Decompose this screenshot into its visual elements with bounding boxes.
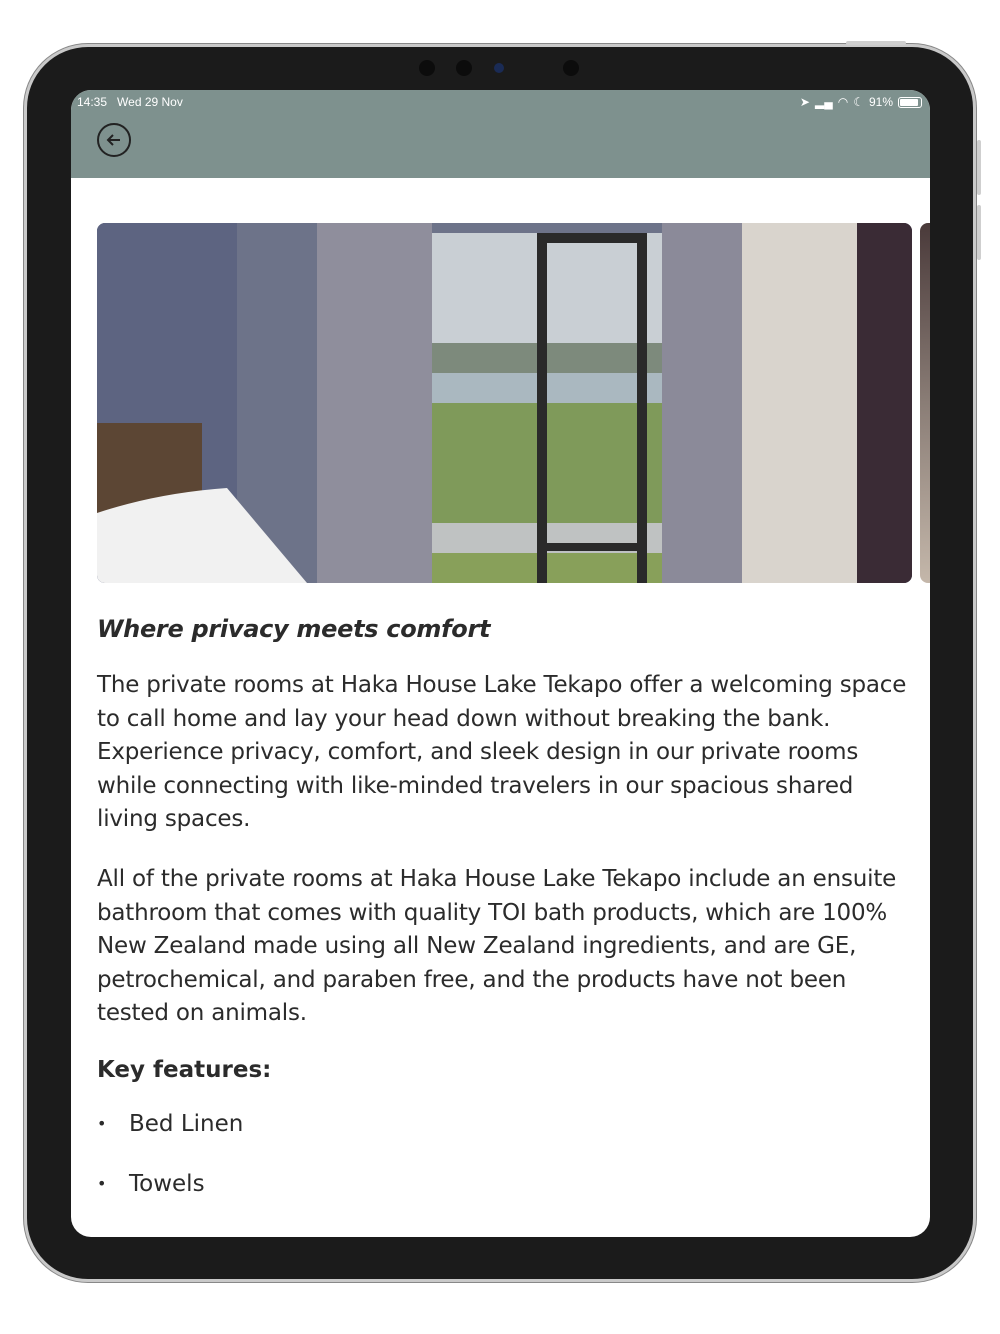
moon-icon: ☾ (853, 95, 864, 109)
room-photo[interactable] (97, 223, 912, 583)
battery-percent: 91% (868, 95, 893, 109)
back-button[interactable] (97, 123, 131, 157)
feature-label: Towels (129, 1170, 205, 1197)
app-screen (71, 90, 930, 1237)
camera-sensor (456, 60, 472, 76)
section-heading: Where privacy meets comfort (97, 615, 491, 643)
description-paragraph: The private rooms at Haka House Lake Tekapo offer a welcoming space to call home and lay your head down without breaking the bank. Experience privacy, comfort, and sleek design in our private rooms while connecting with like-minded travelers in our spacious shared living spaces. (97, 672, 907, 833)
room-description (97, 615, 907, 1227)
camera-sensor (419, 60, 435, 76)
location-icon: ➤ (799, 95, 810, 109)
status-date: Wed 29 Nov (117, 95, 183, 109)
feature-label: Bed Linen (129, 1110, 244, 1137)
status-bar (77, 94, 922, 110)
volume-down-button (977, 205, 981, 260)
room-photo-image (97, 223, 912, 583)
app-header (71, 90, 930, 178)
signal-icon: ▂▄ (814, 95, 833, 109)
camera-lens (494, 63, 504, 73)
next-photo-peek[interactable] (920, 223, 930, 583)
bullet-icon: • (97, 1113, 107, 1133)
battery-icon (898, 97, 922, 108)
bullet-icon: • (97, 1173, 107, 1193)
volume-up-button (977, 140, 981, 195)
arrow-left-icon (105, 131, 123, 149)
camera-sensor (563, 60, 579, 76)
top-button (846, 41, 906, 45)
feature-item (97, 1167, 907, 1201)
feature-item (97, 1107, 907, 1141)
features-heading: Key features: (97, 1056, 272, 1083)
features-list (97, 1107, 907, 1201)
wifi-icon: ◠ (837, 95, 849, 109)
description-paragraph: All of the private rooms at Haka House Lake Tekapo include an ensuite bathroom that comes with quality TOI bath products, which are 100% New Zealand made using all New Zealand ingredients, and are GE, petrochemical, and paraben free, and the products have not been tested on animals. (97, 865, 897, 1027)
status-time: 14:35 (77, 95, 108, 109)
